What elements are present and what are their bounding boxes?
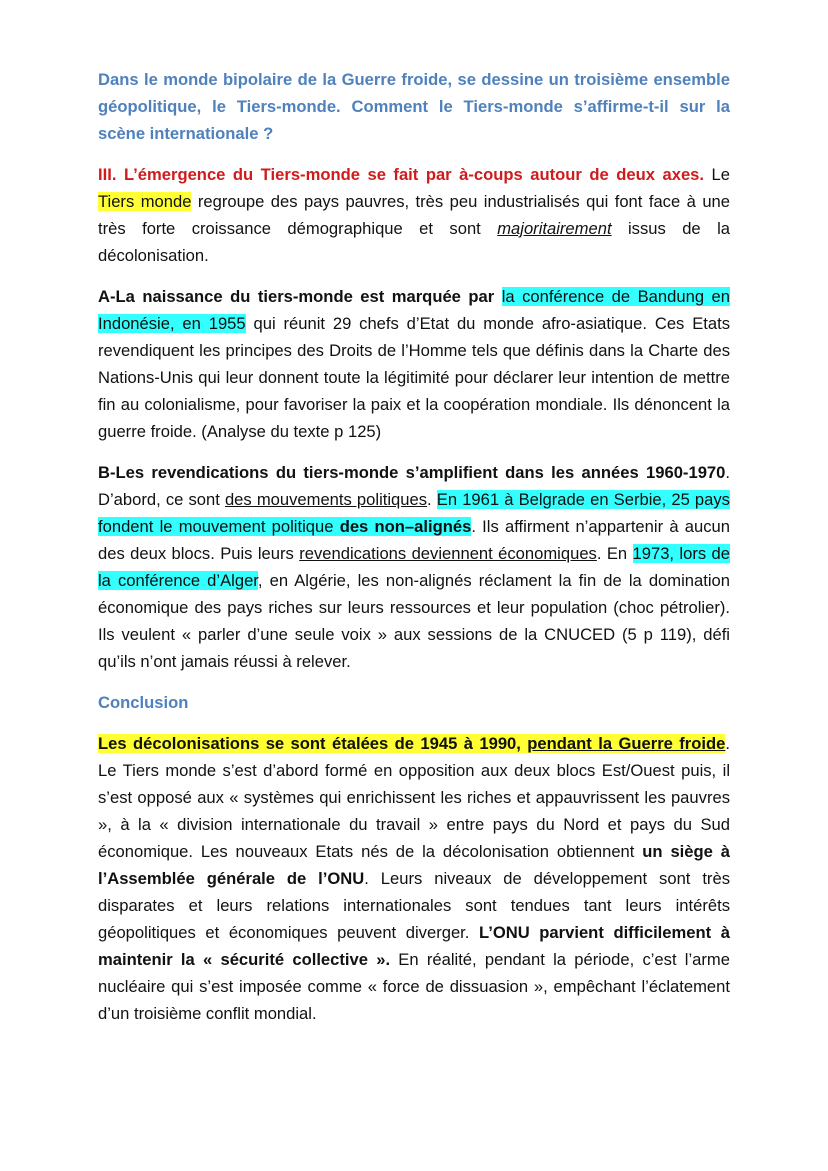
alger-highlight: 1973, lors de la conférence d’Alger [98, 544, 730, 590]
majoritairement-emphasis: majoritairement [497, 219, 612, 238]
section-b-title: B-Les revendications du tiers-monde s’amplifient dans les années 1960-1970 [98, 463, 726, 482]
section-b-text-5: , en Algérie, les non-alignés réclament la fin de la domination économique des pays riches sur leurs ressources et leur population (choc pétrolier). Ils veulent « parler d’une seule voix » aux sessions de la CNUCED (5 p 119), défi qu’ils n’ont jamais réussi à relever. [98, 571, 730, 671]
section-b-paragraph [98, 459, 730, 675]
section-a-text: qui réunit 29 chefs d’Etat du monde afro-asiatique. Ces Etats revendiquent les principes des Droits de l’Homme tels que définis dans la Charte des Nations-Unis qui leur donnent toute la légitimité pour déclarer leur intention de mettre fin au colonialisme, pour favoriser la paix et la coopération mondiale. Ils dénoncent la guerre froide. (Analyse du texte p 125) [98, 314, 731, 441]
section-a-title: A-La naissance du tiers-monde est marquée par [98, 287, 502, 306]
section-b-text-4: . En [596, 544, 633, 563]
section-3-text-3: issus de la décolonisation. [98, 219, 730, 265]
intro-question [98, 66, 730, 147]
conclusion-text-1: . Le Tiers monde s’est d’abord formé en opposition aux deux blocs Est/Ouest puis, il s’est opposé aux « systèmes qui enrichissent les riches et appauvrissent les pauvres », à la « division internationale du travail » entre pays du Nord et pays du Sud économique. Les nouveaux Etats nés de la décolonisation obtiennent [98, 734, 730, 861]
section-3-paragraph [98, 161, 730, 269]
section-3-text-2: regroupe des pays pauvres, très peu industrialisés qui font face à une très forte croissance démographique et sont [98, 192, 731, 238]
section-b-text-3: . Ils affirment n’appartenir à aucun des deux blocs. Puis leurs [98, 517, 730, 563]
conclusion-text-2: . Leurs niveaux de développement sont très disparates et leurs relations internationales sont tendues tant leurs intérêts géopolitiques et économiques peuvent diverger. [98, 869, 730, 942]
securite-collective-bold: L’ONU parvient difficilement à maintenir la « sécurité collective ». [98, 923, 730, 969]
section-3-text-1: Le [704, 165, 730, 184]
intro-text: Dans le monde bipolaire de la Guerre froide, se dessine un troisième ensemble géopolitique, le Tiers-monde. Comment le Tiers-monde s’affirme-t-il sur la scène internationale ? [98, 70, 730, 143]
tiers-monde-highlight: Tiers monde [98, 192, 192, 211]
section-3-title: III. L’émergence du Tiers-monde se fait par à-coups autour de deux axes. [98, 165, 705, 184]
onu-siege-bold: un siège à l’Assemblée générale de l’ONU [98, 842, 730, 888]
mouvements-politiques-underline: des mouvements politiques [224, 490, 428, 509]
section-b-text-1: . D’abord, ce sont [98, 463, 730, 509]
guerre-froide-highlight: pendant la Guerre froide [527, 734, 726, 753]
revendications-economiques-underline: revendications deviennent économiques [299, 544, 597, 563]
section-b-text-2: . [427, 490, 437, 509]
belgrade-highlight: En 1961 à Belgrade en Serbie, 25 pays fondent le mouvement politique [98, 490, 730, 536]
bandung-highlight: la conférence de Bandung en Indonésie, en 1955 [98, 287, 730, 333]
conclusion-heading: Conclusion [98, 693, 189, 712]
non-alignes-highlight: des non–alignés [339, 517, 472, 536]
section-a-paragraph [98, 283, 730, 445]
conclusion-text-3: En réalité, pendant la période, c’est l’arme nucléaire qui s’est imposée comme « force de dissuasion », empêchant l’éclatement d’un troisième conflit mondial. [98, 950, 730, 1023]
decolonisations-highlight: Les décolonisations se sont étalées de 1945 à 1990, [98, 734, 528, 753]
conclusion-paragraph [98, 730, 730, 1027]
